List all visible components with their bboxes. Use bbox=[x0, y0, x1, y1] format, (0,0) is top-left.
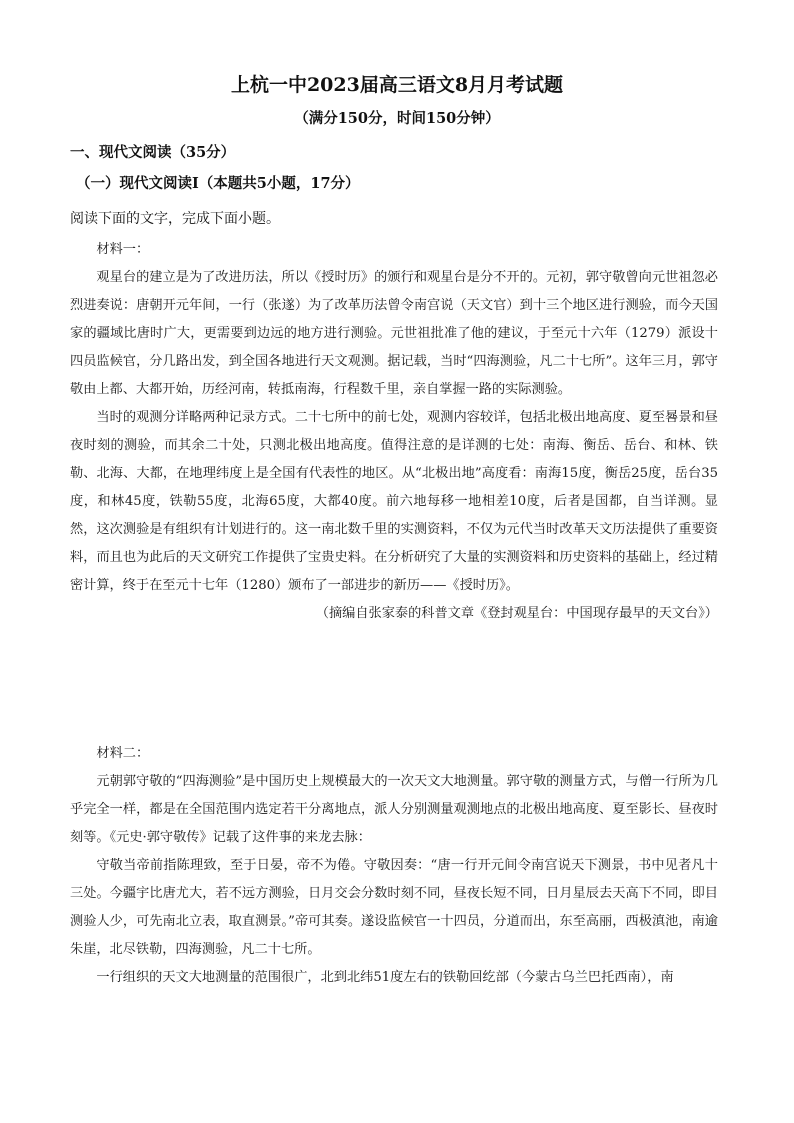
page-subtitle: （满分150分，时间150分钟） bbox=[294, 110, 500, 127]
subsection-heading: （一）现代文阅读Ⅰ（本题共5小题，17分） bbox=[76, 175, 360, 192]
material-one bbox=[70, 236, 718, 628]
material-two-label: 材料二： bbox=[96, 746, 150, 761]
material-one-label: 材料一： bbox=[96, 242, 150, 257]
page-title: 上杭一中2023届高三语文8月月考试题 bbox=[230, 74, 564, 96]
material-two-paragraph: 一行组织的天文大地测量的范围很广，北到北纬51度左右的铁勒回纥部（今蒙古乌兰巴托西南），南 bbox=[96, 970, 674, 985]
section-heading: 一、现代文阅读（35分） bbox=[70, 144, 236, 161]
material-two-quote: 守敬当帝前指陈理致，至于日晏，帝不为倦。守敬因奏：“唐一行开元间令南宫说天下测景，书中见者凡十三处。今疆宇比唐尤大，若不远方测验，日月交会分数时刻不同，昼夜长短不同，日月星辰去天高下不同，即目测验人少，可先南北立表，取直测景。”帝可其奏。遂设监候官一十四员，分道而出，东至高丽，西极滇池，南逾朱崖，北尽铁勒，四海测验，凡二十七所。 bbox=[70, 858, 718, 957]
material-one-paragraph: 当时的观测分详略两种记录方式。二十七所中的前七处，观测内容较详，包括北极出地高度、夏至晷景和昼夜时刻的测验，而其余二十处，只测北极出地高度。值得注意的是详测的七处：南海、衡岳、岳台、和林、铁勒、北海、大都，在地理纬度上是全国有代表性的地区。从“北极出地”高度看：南海15度，衡岳25度，岳台35度，和林45度，铁勒55度，北海65度，大都40度。前六地每移一地相差10度，后者是国都，自当详测。显然，这次测验是有组织有计划进行的。这一南北数千里的实测资料，不仅为元代当时改革天文历法提供了重要资料，而且也为此后的天文研究工作提供了宝贵史料。在分析研究了大量的实测资料和历史资料的基础上，经过精密计算，终于在至元十七年（1280）颁布了一部进步的新历——《授时历》。 bbox=[70, 410, 718, 593]
reading-instruction: 阅读下面的文字，完成下面小题。 bbox=[70, 211, 280, 227]
material-one-paragraph: 观星台的建立是为了改进历法，所以《授时历》的颁行和观星台是分不开的。元初，郭守敬曾向元世祖忽必烈进奏说：唐朝开元年间，一行（张遂）为了改革历法曾令南宫说（天文官）到十三个地区进行测验，而今天国家的疆域比唐时广大，更需要到边远的地方进行测验。元世祖批准了他的建议，于至元十六年（1279）派设十四员监候官，分几路出发，到全国各地进行天文观测。据记载，当时“四海测验，凡二十七所”。这年三月，郭守敬由上都、大都开始，历经河南，转抵南海，行程数千里，亲自掌握一路的实际测验。 bbox=[70, 270, 718, 397]
material-one-source: （摘编自张家泰的科普文章《登封观星台：中国现存最早的天文台》） bbox=[315, 606, 718, 621]
material-two-paragraph: 元朝郭守敬的“四海测验”是中国历史上规模最大的一次天文大地测量。郭守敬的测量方式，与僧一行所为几乎完全一样，都是在全国范围内选定若干分离地点，派人分别测量观测地点的北极出地高度、夏至影长、昼夜时刻等。《元史·郭守敬传》记载了这件事的来龙去脉： bbox=[70, 774, 718, 845]
material-two bbox=[70, 740, 718, 992]
